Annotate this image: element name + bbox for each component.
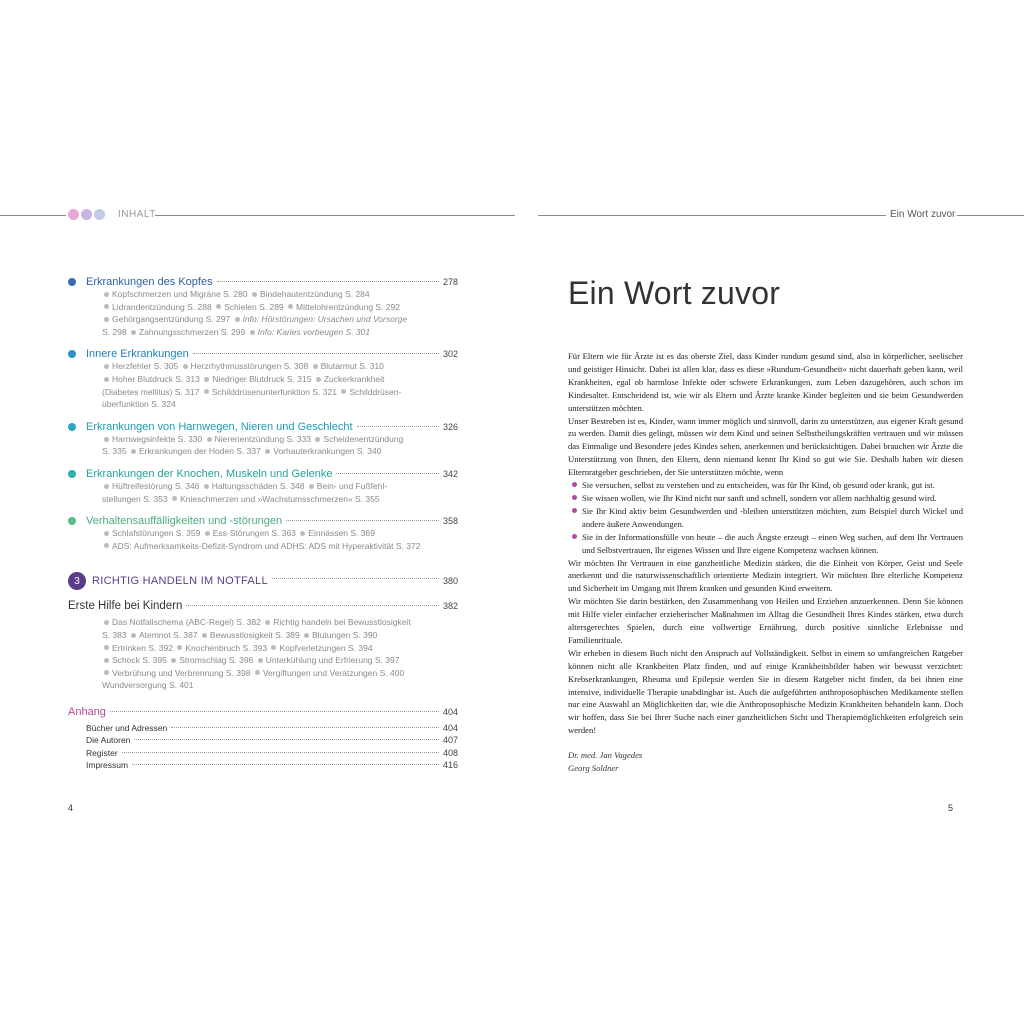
toc-subentries	[68, 527, 458, 552]
toc-section-title[interactable]: Innere Erkrankungen	[86, 348, 189, 361]
toc-page-number: 326	[442, 421, 458, 432]
toc-subentry[interactable]: überfunktion S. 324	[102, 399, 176, 410]
bullet-dot-icon	[572, 495, 577, 500]
header-rule-middle	[155, 215, 515, 216]
toc-subentry[interactable]: S. 335	[102, 446, 127, 457]
toc-subentry-line	[102, 654, 458, 667]
toc-subentry[interactable]: Bindehautentzündung S. 284	[259, 289, 370, 299]
header-dot-icon	[81, 209, 92, 220]
toc-subentry[interactable]: Stromschlag S. 396	[179, 655, 254, 666]
toc-page-number: 342	[442, 468, 458, 479]
subentry-bullet-icon	[131, 449, 136, 454]
bullet-marker	[568, 505, 582, 531]
toc-subentry[interactable]: Gehörgangsentzündung S. 297	[112, 314, 231, 325]
subentry-bullet-icon	[183, 364, 188, 369]
toc-section-title[interactable]: Verhaltensauffälligkeiten und -störungen	[86, 515, 283, 528]
subentry-bullet-icon	[235, 317, 240, 322]
dot-leader	[122, 752, 439, 753]
toc-appendix-item[interactable]	[86, 747, 458, 760]
toc-subentry-line	[102, 360, 458, 373]
toc-subentry-line	[102, 493, 458, 506]
subentry-bullet-icon	[171, 658, 176, 663]
toc-section	[68, 421, 458, 458]
signature	[568, 749, 963, 775]
toc-subentry-line	[102, 386, 458, 399]
subentry-bullet-icon	[204, 484, 209, 489]
toc-subentry[interactable]: Info: Hörstörungen: Ursachen und Vorsorge	[242, 314, 408, 325]
toc-section-heading[interactable]	[68, 348, 458, 360]
toc-subentry[interactable]: Bewusstlosigkeit S. 389	[209, 629, 300, 640]
toc-appendix-label[interactable]: Impressum	[86, 760, 129, 771]
bullet-text: Sie wissen wollen, wie Ihr Kind nicht nur sanft und schnell, sondern vor allem nachhaltig gesund wird.	[582, 492, 937, 503]
paragraph: Wir möchten Ihr Vertrauen in eine ganzheitliche Medizin stärken, die die Einheit von Körper, Geist und Seele anerkennt und die naturwissenschaftlich orientierte Medizin integriert. Wir möchten Ihre elterliche Kompetenz und Sicherheit im Umgang mit Ihrem kranken und gesunden Kind erweitern.	[568, 557, 963, 594]
subentry-bullet-icon	[216, 304, 221, 309]
toc-subentry[interactable]: Blutungen S. 390	[312, 629, 378, 640]
toc-page-number: 404	[442, 722, 458, 733]
toc-section-title[interactable]: Erkrankungen von Harnwegen, Nieren und Geschlecht	[86, 420, 353, 433]
subentry-bullet-icon	[265, 449, 270, 454]
table-of-contents	[68, 276, 458, 772]
toc-subentry[interactable]: Harnwegsinfekte S. 330	[112, 433, 203, 444]
toc-section-heading[interactable]	[68, 468, 458, 480]
page-number-right: 5	[948, 803, 954, 813]
toc-page-number: 380	[442, 576, 458, 587]
bullet-marker	[568, 531, 582, 557]
bullet-item	[568, 505, 963, 531]
chapter-title[interactable]: RICHTIG HANDELN IM NOTFALL	[92, 575, 268, 588]
toc-section-heading[interactable]	[68, 276, 458, 288]
toc-subentry[interactable]: Haltungsschäden S. 348	[211, 480, 305, 491]
chapter-heading[interactable]	[68, 572, 458, 590]
toc-subentry[interactable]: Vorhauterkrankungen S. 340	[273, 446, 382, 457]
section-bullet-icon	[68, 423, 76, 431]
toc-appendix-item[interactable]	[86, 722, 458, 735]
toc-appendix-label[interactable]: Bücher und Adressen	[86, 722, 168, 733]
toc-subentry[interactable]: Unterkühlung und Erfrierung S. 397	[265, 655, 400, 666]
toc-subentry[interactable]: S. 298	[102, 326, 127, 337]
toc-subentry-line	[102, 398, 458, 411]
toc-subentry[interactable]: Hoher Blutdruck S. 313	[112, 373, 200, 384]
header-rule-right	[538, 215, 886, 216]
toc-subentry[interactable]: Herzrhythmusstörungen S. 308	[190, 361, 309, 372]
subentry-bullet-icon	[104, 645, 109, 650]
toc-page-number: 302	[442, 349, 458, 360]
subentry-bullet-icon	[104, 658, 109, 663]
subentry-bullet-icon	[288, 304, 293, 309]
toc-subentry[interactable]: Kopfverletzungen S. 394	[279, 642, 373, 653]
subentry-bullet-icon	[315, 437, 320, 442]
toc-subentry[interactable]: Niedriger Blutdruck S. 315	[212, 373, 312, 384]
toc-subentry-line	[102, 445, 458, 458]
bullet-text: Sie versuchen, selbst zu verstehen und zu entscheiden, was für Ihr Kind, ob gesund oder krank, gut ist.	[582, 480, 935, 491]
bullet-dot-icon	[572, 508, 577, 513]
bullet-item	[568, 492, 963, 505]
toc-appendix-items	[68, 722, 458, 772]
toc-subentry[interactable]: Schielen S. 289	[224, 301, 284, 312]
toc-appendix-label[interactable]: Die Autoren	[86, 735, 131, 746]
toc-subentry-line	[102, 433, 458, 446]
dot-leader	[217, 281, 439, 282]
toc-page-number: 408	[442, 747, 458, 758]
toc-subentry-line	[102, 642, 458, 655]
toc-subentries	[68, 480, 458, 505]
foreword-body	[568, 350, 963, 737]
bullet-text: Sie in der Informationsfülle von heute – die auch Ängste erzeugt – einen Weg suchen, auf dem Ihr Vertrauen und Selbstvertrauen, Ihr eigenes Wissen und Ihre eigene Kompetenz wachsen können.	[582, 531, 963, 555]
toc-subentry-line	[102, 540, 458, 553]
toc-subentry[interactable]: Atemnot S. 387	[138, 629, 198, 640]
subentry-bullet-icon	[131, 330, 136, 335]
subentry-bullet-icon	[271, 645, 276, 650]
toc-page-number: 416	[442, 760, 458, 771]
bullet-dot-icon	[572, 482, 577, 487]
toc-subentry[interactable]: (Diabetes mellitus) S. 317	[102, 386, 200, 397]
toc-subentry[interactable]: Hüftreifestörung S. 346	[112, 480, 200, 491]
subentry-bullet-icon	[104, 364, 109, 369]
bullet-text: Sie Ihr Kind aktiv beim Gesundwerden und -bleiben unterstützen möchten, zum Beispiel durch Wickel und andere äußere Anwendungen.	[582, 505, 963, 529]
subentry-bullet-icon	[104, 484, 109, 489]
toc-subentry[interactable]: Lidrandentzündung S. 288	[112, 301, 212, 312]
toc-subentry[interactable]: Ess-Störungen S. 363	[212, 528, 296, 539]
toc-appendix-item[interactable]	[86, 734, 458, 747]
toc-section	[68, 276, 458, 338]
toc-section	[68, 348, 458, 410]
toc-subentries	[68, 616, 458, 692]
toc-subentry[interactable]: Mittelohrentzündung S. 292	[296, 301, 400, 312]
subentry-bullet-icon	[104, 292, 109, 297]
header-rule-end	[957, 215, 1024, 216]
bullet-dot-icon	[572, 534, 577, 539]
toc-subentry[interactable]: Nierenentzündung S. 333	[214, 433, 312, 444]
running-header-left: INHALT	[118, 209, 156, 220]
toc-section	[68, 515, 458, 552]
subentry-bullet-icon	[202, 633, 207, 638]
subentry-bullet-icon	[252, 292, 257, 297]
dot-leader	[336, 473, 439, 474]
toc-subchapter-heading[interactable]	[68, 600, 458, 612]
toc-subentry-line	[102, 616, 458, 629]
toc-subentry-line	[102, 373, 458, 386]
subentry-bullet-icon	[258, 658, 263, 663]
toc-subentry[interactable]: Das Notfallschema (ABC-Regel) S. 382	[112, 617, 261, 628]
subentry-bullet-icon	[205, 531, 210, 536]
toc-page-number: 358	[442, 516, 458, 527]
bullet-item	[568, 531, 963, 557]
toc-subentry[interactable]: Zuckerkrankheit	[323, 373, 385, 384]
bullet-marker	[568, 479, 582, 492]
toc-subentries	[68, 360, 458, 410]
paragraph: Wir möchten Sie darin bestärken, den Zusammenhang von Heilen und Erziehen anzuerkennen. Denn Sie können mit Hilfe vieler einfacher erzieherischer Maßnahmen im Alltag die Gesundheit Ihres Kindes stärken, etwa durch altersgerechtes Spielen, durch eine vollwertige Ernährung, durch positive sinnliche Erlebnisse und Familienrituale.	[568, 596, 963, 645]
page-title: Ein Wort zuvor	[568, 275, 781, 311]
toc-subentry[interactable]: Knieschmerzen und »Wachstumsschmerzen« S. 355	[180, 493, 380, 504]
foreword	[568, 275, 963, 775]
toc-subentry[interactable]: Schilddrüsen-	[349, 386, 402, 397]
subentry-bullet-icon	[131, 633, 136, 638]
subentry-bullet-icon	[304, 633, 309, 638]
bullet-item	[568, 479, 963, 492]
subentry-bullet-icon	[204, 389, 209, 394]
toc-subentry[interactable]: Vergiftungen und Verätzungen S. 400	[262, 667, 405, 678]
dot-leader	[186, 605, 439, 606]
header-dots	[68, 209, 105, 220]
toc-page-number: 278	[442, 277, 458, 287]
header-dot-icon	[68, 209, 79, 220]
subentry-bullet-icon	[104, 377, 109, 382]
signature-name: Georg Soldner	[568, 763, 619, 774]
subentry-bullet-icon	[250, 330, 255, 335]
subentry-bullet-icon	[104, 531, 109, 536]
dot-leader	[272, 578, 439, 579]
dot-leader	[110, 711, 439, 712]
subentry-bullet-icon	[104, 304, 109, 309]
toc-subentry-line	[102, 313, 458, 326]
toc-section-title[interactable]: Erkrankungen des Kopfes	[86, 276, 213, 288]
toc-subentry[interactable]: Einnässen S. 369	[308, 528, 375, 539]
toc-subentry[interactable]: Schilddrüsenunterfunktion S. 321	[211, 386, 337, 397]
toc-subentry-line	[102, 629, 458, 642]
dot-leader	[171, 727, 439, 728]
paragraph: Wir erheben in diesem Buch nicht den Anspruch auf Vollständigkeit. Selbst in einem so umfangreichen Ratgeber können nicht alle Krankheiten Platz finden, und auf einige Krankheitsbilder haben wir bewusst verzichtet: Krebserkrankungen, Rheuma und Epilepsie werden Sie in diesem Ratgeber nicht finden, da bei ihnen eine intensive, individuelle Therapie unabdingbar ist. Auch die aufgeführten anthroposophischen Medikamente stellen nur eine Auswahl an Möglichkeiten dar, wie die Anthroposophische Medizin Krankheiten behandeln kann. Doch wir hoffen, dass Sie bei Ihrer Suche nach einer ganzheitlichen Sicht und Therapiemöglichkeiten erfolgreich sein werden!	[568, 647, 963, 736]
dot-leader	[193, 353, 439, 354]
page-number-left: 4	[68, 803, 74, 813]
toc-subentry[interactable]: Schlafstörungen S. 359	[112, 528, 201, 539]
subentry-bullet-icon	[207, 437, 212, 442]
dot-leader	[286, 520, 439, 521]
signature-name: Dr. med. Jan Vagedes	[568, 750, 643, 761]
toc-subentry[interactable]: Knochenbruch S. 393	[185, 642, 268, 653]
dot-leader	[132, 764, 439, 765]
toc-subentry[interactable]: S. 383	[102, 629, 127, 640]
toc-subentry[interactable]: Herzfehler S. 305	[112, 361, 179, 372]
toc-subentry-line	[102, 326, 458, 339]
toc-subentry[interactable]: Zahnungsschmerzen S. 299	[138, 326, 246, 337]
toc-subentry[interactable]: Ertrinken S. 392	[112, 642, 173, 653]
toc-subentry[interactable]: ADS: Aufmerksamkeits-Defizit-Syndrom und ADHS: ADS mit Hyperaktivität S. 372	[112, 540, 421, 551]
subentry-bullet-icon	[309, 484, 314, 489]
subentry-bullet-icon	[316, 377, 321, 382]
toc-subentry[interactable]: Schock S. 395	[112, 655, 167, 666]
subentry-bullet-icon	[104, 437, 109, 442]
toc-subentries	[68, 433, 458, 458]
subentry-bullet-icon	[172, 496, 177, 501]
toc-subentry[interactable]: Wundversorgung S. 401	[102, 680, 194, 691]
toc-appendix-title[interactable]: Anhang	[68, 705, 106, 718]
toc-subchapter-title[interactable]: Erste Hilfe bei Kindern	[68, 600, 183, 613]
toc-subentry[interactable]: Verbrühung und Verbrennung S. 398	[112, 667, 251, 678]
subentry-bullet-icon	[104, 317, 109, 322]
toc-subentry-line	[102, 667, 458, 680]
toc-subentry[interactable]: Scheidenentzündung	[323, 433, 404, 444]
dot-leader	[134, 739, 439, 740]
toc-section-heading[interactable]	[68, 515, 458, 527]
toc-subentry-line	[102, 288, 458, 301]
section-bullet-icon	[68, 278, 76, 286]
toc-subentry[interactable]: stellungen S. 353	[102, 493, 168, 504]
subentry-bullet-icon	[104, 543, 109, 548]
section-bullet-icon	[68, 470, 76, 478]
header-dot-icon	[94, 209, 105, 220]
toc-subentry[interactable]: Blutarmut S. 310	[320, 361, 384, 372]
toc-subentries	[68, 288, 458, 338]
toc-page-number: 404	[442, 706, 458, 717]
bullet-marker	[568, 492, 582, 505]
toc-page-number: 382	[442, 601, 458, 612]
subentry-bullet-icon	[177, 645, 182, 650]
toc-subentry[interactable]: Info: Karies vorbeugen S. 301	[257, 326, 371, 337]
header-rule-left	[0, 215, 66, 216]
toc-subentry-line	[102, 301, 458, 314]
toc-subentry[interactable]: Erkrankungen der Hoden S. 337	[138, 446, 261, 457]
toc-section-title[interactable]: Erkrankungen der Knochen, Muskeln und Gelenke	[86, 467, 333, 480]
toc-subentry[interactable]: Richtig handeln bei Bewusstlosigkeit	[273, 617, 411, 628]
running-header-right: Ein Wort zuvor	[890, 209, 956, 220]
toc-subentry[interactable]: Bein- und Fußfehl-	[316, 480, 388, 491]
paragraph: Unser Bestreben ist es, Kinder, wann immer möglich und sinnvoll, darin zu unterstützen, aus eigener Kraft gesund zu werden. Damit dies gelingt, müssen wir dem Kind und seinen Selbstheilungskräften vertrauen und wir müssen das Einmalige und Besondere jedes Kindes sehen, anerkennen und berücksichtigen. Dabei brauchen wir Ärzte die Unterstützung von Ihnen, den Eltern, denn niemand kennt Ihr Kind so gut wie Sie. Deshalb haben wir diesen Elternratgeber geschrieben, der Sie unterstützen möchte, wenn	[568, 415, 963, 478]
subentry-bullet-icon	[341, 389, 346, 394]
toc-appendix-item[interactable]	[86, 759, 458, 772]
toc-subentry[interactable]: Kopfschmerzen und Migräne S. 280	[112, 289, 248, 299]
subentry-bullet-icon	[265, 620, 270, 625]
subentry-bullet-icon	[255, 670, 260, 675]
dot-leader	[357, 426, 439, 427]
toc-subentry-line	[102, 679, 458, 692]
toc-appendix-heading[interactable]	[68, 706, 458, 718]
chapter-number-badge: 3	[68, 572, 86, 590]
paragraph: Für Eltern wie für Ärzte ist es das oberste Ziel, dass Kinder rundum gesund sind, also in körperlicher, seelischer und geistiger Hinsicht. Dabei ist allen klar, dass es diese »Rundum-Gesundheit« nicht dauerhaft geben kann, weil Krankheiten, egal ob harmlose Infekte oder schwere Erkrankungen, zum Leben dazugehören, auch schon im Kindesalter. Entscheidend ist, wie wir als Eltern und Ärzte kranke Kinder begleiten und sie beim Gesundwerden unterstützen möchten.	[568, 351, 963, 413]
subentry-bullet-icon	[104, 620, 109, 625]
subentry-bullet-icon	[104, 670, 109, 675]
toc-page-number: 407	[442, 735, 458, 746]
subentry-bullet-icon	[204, 377, 209, 382]
subentry-bullet-icon	[300, 531, 305, 536]
subentry-bullet-icon	[313, 364, 318, 369]
toc-appendix-label[interactable]: Register	[86, 747, 118, 758]
toc-section	[68, 468, 458, 505]
toc-section-heading[interactable]	[68, 421, 458, 433]
toc-subentry-line	[102, 480, 458, 493]
toc-subentry-line	[102, 527, 458, 540]
